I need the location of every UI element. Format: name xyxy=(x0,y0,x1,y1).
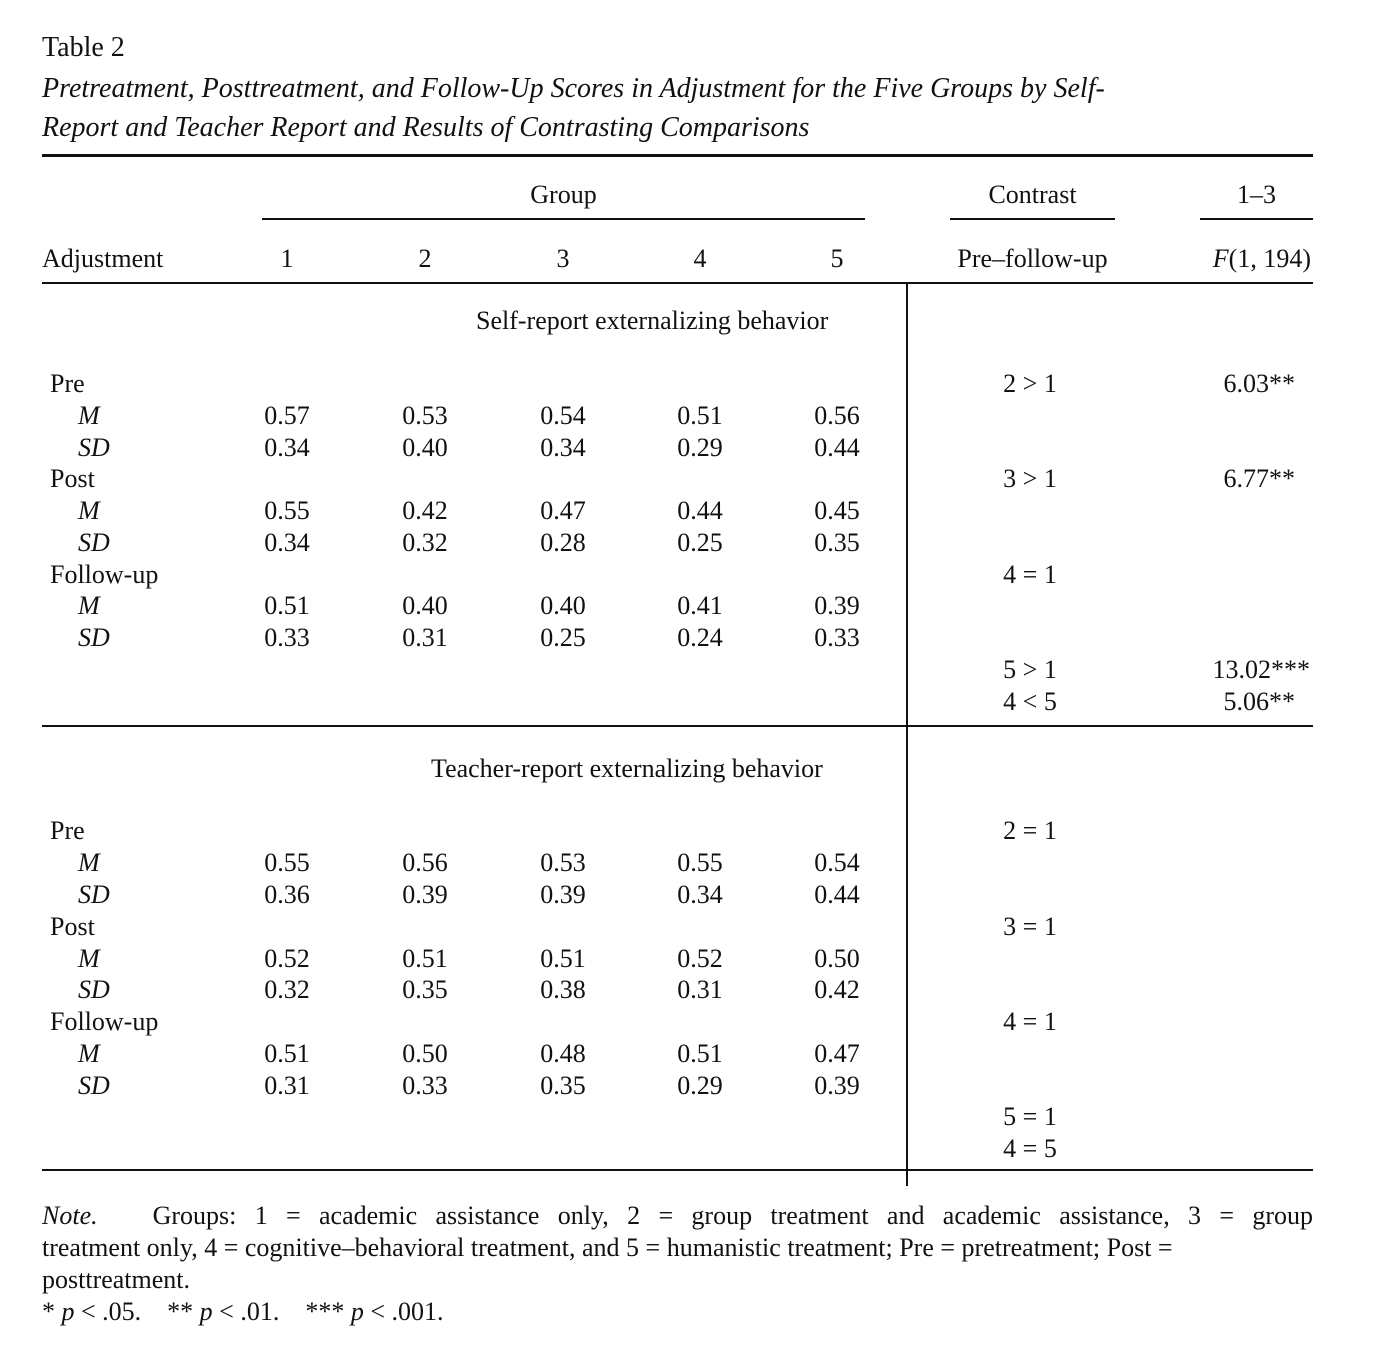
contrast-cell: 2 = 1 xyxy=(1003,816,1057,845)
stat-label-sd: SD xyxy=(78,433,110,462)
cell-value: 0.29 xyxy=(677,433,723,462)
cell-value: 0.51 xyxy=(540,944,586,973)
header-pre-follow-up: Pre–follow-up xyxy=(957,244,1108,273)
header-adjustment: Adjustment xyxy=(42,244,164,273)
cell-value: 0.53 xyxy=(540,848,586,877)
f-value-cell: 6.03** xyxy=(1223,369,1295,398)
cell-value: 0.52 xyxy=(264,944,310,973)
note-text-1: Groups: 1 = academic assistance only, 2 = group treatment and academic assistance, 3 = group xyxy=(152,1201,1313,1230)
header-group-3: 3 xyxy=(556,244,570,273)
group-underline xyxy=(262,218,865,220)
cell-value: 0.51 xyxy=(264,591,310,620)
cell-value: 0.31 xyxy=(677,975,723,1004)
cell-value: 0.39 xyxy=(540,880,586,909)
header-group-1: 1 xyxy=(280,244,294,273)
row-label-pre: Pre xyxy=(50,816,85,845)
cell-value: 0.40 xyxy=(402,591,448,620)
table-caption-line-2: Report and Teacher Report and Results of Contrasting Comparisons xyxy=(42,112,810,143)
stat-label-m: M xyxy=(78,401,100,430)
sig-stars: ** xyxy=(167,1297,194,1326)
cell-value: 0.51 xyxy=(677,1039,723,1068)
cell-value: 0.40 xyxy=(540,591,586,620)
cell-value: 0.44 xyxy=(814,433,860,462)
cell-value: 0.55 xyxy=(264,496,310,525)
cell-value: 0.31 xyxy=(402,623,448,652)
note-line-3: posttreatment. xyxy=(42,1265,191,1294)
contrast-cell: 3 > 1 xyxy=(1003,464,1057,493)
row-label-follow-up: Follow-up xyxy=(50,1007,159,1036)
sig-stars: *** xyxy=(305,1297,345,1326)
stat-label-sd: SD xyxy=(78,623,110,652)
header-contrast: Contrast xyxy=(988,180,1077,209)
cell-value: 0.24 xyxy=(677,623,723,652)
cell-value: 0.35 xyxy=(540,1071,586,1100)
f-value-cell: 6.77** xyxy=(1223,464,1295,493)
stat-label-m: M xyxy=(78,848,100,877)
cell-value: 0.33 xyxy=(264,623,310,652)
cell-value: 0.52 xyxy=(677,944,723,973)
cell-value: 0.25 xyxy=(677,528,723,557)
cell-value: 0.55 xyxy=(264,848,310,877)
section-title-self-report: Self-report externalizing behavior xyxy=(476,306,829,335)
sig-p: p xyxy=(199,1297,213,1326)
header-group-2: 2 xyxy=(418,244,432,273)
cell-value: 0.53 xyxy=(402,401,448,430)
cell-value: 0.42 xyxy=(402,496,448,525)
header-f-statistic xyxy=(1150,244,1311,274)
f-value-cell: 13.02*** xyxy=(1212,655,1310,684)
cell-value: 0.38 xyxy=(540,975,586,1004)
note-label: Note. xyxy=(42,1201,98,1230)
stat-label-sd: SD xyxy=(78,975,110,1004)
stat-label-m: M xyxy=(78,591,100,620)
contrast-cell: 3 = 1 xyxy=(1003,912,1057,941)
header-group-5: 5 xyxy=(830,244,844,273)
cell-value: 0.51 xyxy=(677,401,723,430)
cell-value: 0.47 xyxy=(814,1039,860,1068)
cell-value: 0.39 xyxy=(402,880,448,909)
cell-value: 0.44 xyxy=(814,880,860,909)
cell-value: 0.34 xyxy=(540,433,586,462)
cell-value: 0.31 xyxy=(264,1071,310,1100)
stat-label-m: M xyxy=(78,496,100,525)
f-value-cell: 5.06** xyxy=(1223,687,1295,716)
span-underline xyxy=(1200,218,1313,220)
cell-value: 0.34 xyxy=(677,880,723,909)
header-group: Group xyxy=(530,180,597,209)
cell-value: 0.35 xyxy=(402,975,448,1004)
cell-value: 0.56 xyxy=(814,401,860,430)
bottom-rule xyxy=(42,1169,1313,1171)
row-label-post: Post xyxy=(50,912,95,941)
contrast-cell: 2 > 1 xyxy=(1003,369,1057,398)
stat-label-m: M xyxy=(78,1039,100,1068)
cell-value: 0.33 xyxy=(402,1071,448,1100)
header-span: 1–3 xyxy=(1237,180,1276,209)
contrast-divider xyxy=(906,283,908,1186)
cell-value: 0.39 xyxy=(814,591,860,620)
header-rule xyxy=(42,282,1313,284)
cell-value: 0.34 xyxy=(264,528,310,557)
cell-value: 0.54 xyxy=(540,401,586,430)
section-rule xyxy=(42,725,1313,727)
section-title-teacher-report: Teacher-report externalizing behavior xyxy=(431,754,823,783)
cell-value: 0.44 xyxy=(677,496,723,525)
cell-value: 0.32 xyxy=(264,975,310,1004)
cell-value: 0.55 xyxy=(677,848,723,877)
cell-value: 0.41 xyxy=(677,591,723,620)
cell-value: 0.35 xyxy=(814,528,860,557)
cell-value: 0.34 xyxy=(264,433,310,462)
significance-legend xyxy=(42,1296,444,1328)
cell-value: 0.50 xyxy=(402,1039,448,1068)
sig-threshold: < .001. xyxy=(363,1297,444,1326)
f-symbol: F xyxy=(1212,244,1229,273)
contrast-cell: 4 = 5 xyxy=(1003,1134,1057,1163)
cell-value: 0.56 xyxy=(402,848,448,877)
table-caption-line-1: Pretreatment, Posttreatment, and Follow-Up Scores in Adjustment for the Five Groups by Self- xyxy=(42,73,1105,104)
sig-threshold: < .01. xyxy=(212,1297,280,1326)
contrast-cell: 4 = 1 xyxy=(1003,560,1057,589)
cell-value: 0.29 xyxy=(677,1071,723,1100)
f-degrees: (1, 194) xyxy=(1228,244,1311,273)
cell-value: 0.39 xyxy=(814,1071,860,1100)
sig-p: p xyxy=(61,1297,75,1326)
stat-label-m: M xyxy=(78,944,100,973)
cell-value: 0.54 xyxy=(814,848,860,877)
stat-label-sd: SD xyxy=(78,1071,110,1100)
sig-threshold: < .05. xyxy=(74,1297,142,1326)
header-group-4: 4 xyxy=(693,244,707,273)
cell-value: 0.28 xyxy=(540,528,586,557)
cell-value: 0.51 xyxy=(264,1039,310,1068)
note-line-2: treatment only, 4 = cognitive–behavioral treatment, and 5 = humanistic treatment; Pre = pretreatment; Post = xyxy=(42,1233,1173,1262)
stat-label-sd: SD xyxy=(78,528,110,557)
top-rule xyxy=(42,154,1313,157)
cell-value: 0.36 xyxy=(264,880,310,909)
row-label-post: Post xyxy=(50,464,95,493)
cell-value: 0.57 xyxy=(264,401,310,430)
cell-value: 0.48 xyxy=(540,1039,586,1068)
row-label-follow-up: Follow-up xyxy=(50,560,159,589)
cell-value: 0.45 xyxy=(814,496,860,525)
cell-value: 0.42 xyxy=(814,975,860,1004)
contrast-cell: 5 = 1 xyxy=(1003,1102,1057,1131)
sig-stars: * xyxy=(42,1297,55,1326)
note-line-1 xyxy=(42,1200,1313,1232)
contrast-underline xyxy=(950,218,1115,220)
cell-value: 0.25 xyxy=(540,623,586,652)
sig-p: p xyxy=(350,1297,364,1326)
cell-value: 0.47 xyxy=(540,496,586,525)
cell-value: 0.33 xyxy=(814,623,860,652)
cell-value: 0.40 xyxy=(402,433,448,462)
cell-value: 0.51 xyxy=(402,944,448,973)
stat-label-sd: SD xyxy=(78,880,110,909)
cell-value: 0.32 xyxy=(402,528,448,557)
contrast-cell: 4 < 5 xyxy=(1003,687,1057,716)
contrast-cell: 5 > 1 xyxy=(1003,655,1057,684)
contrast-cell: 4 = 1 xyxy=(1003,1007,1057,1036)
table-label: Table 2 xyxy=(42,32,125,63)
cell-value: 0.50 xyxy=(814,944,860,973)
row-label-pre: Pre xyxy=(50,369,85,398)
